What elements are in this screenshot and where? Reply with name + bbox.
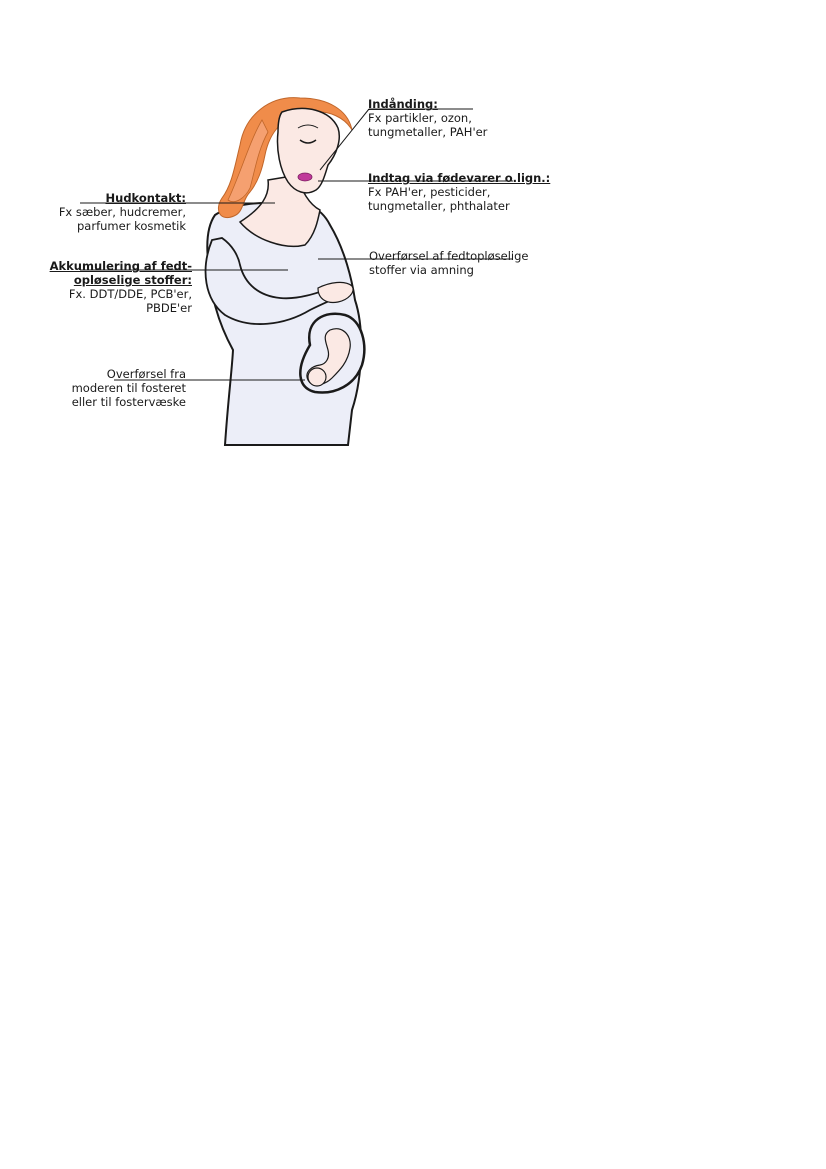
annotation-line: stoffer via amning [369, 263, 474, 277]
pregnant-woman-exposure-diagram [0, 0, 826, 460]
annotation-line: PBDE'er [146, 301, 192, 315]
annotation-breastfeeding [369, 249, 528, 277]
annotation-line: Overførsel fra [106, 367, 186, 381]
annotation-line: Overførsel af fedtopløselige [369, 249, 529, 263]
lips [298, 173, 312, 181]
annotation-line: Fx PAH'er, pesticider, [368, 185, 491, 199]
annotation-heading: Indtag via fødevarer o.lign.: [368, 171, 551, 185]
annotation-skin-contact [59, 191, 186, 233]
annotation-heading: Indånding: [368, 97, 438, 111]
annotation-food-intake [368, 171, 550, 213]
annotation-heading: Akkumulering af fedt- [49, 259, 192, 273]
annotation-line: parfumer kosmetik [77, 219, 186, 233]
annotation-fetal-transfer [72, 367, 186, 409]
annotation-line: Fx partikler, ozon, [368, 111, 472, 125]
annotation-heading: Hudkontakt: [105, 191, 186, 205]
annotation-line: tungmetaller, phthalater [368, 199, 510, 213]
fetus-head [308, 368, 326, 386]
annotation-line: eller til fostervæske [71, 395, 186, 409]
annotation-line: Fx. DDT/DDE, PCB'er, [68, 287, 192, 301]
annotation-line: moderen til fosteret [71, 381, 186, 395]
annotation-accumulation [50, 259, 192, 315]
annotation-inhalation [368, 97, 487, 139]
annotation-heading: opløselige stoffer: [73, 273, 192, 287]
annotation-line: tungmetaller, PAH'er [368, 125, 488, 139]
annotation-line: Fx sæber, hudcremer, [58, 205, 186, 219]
